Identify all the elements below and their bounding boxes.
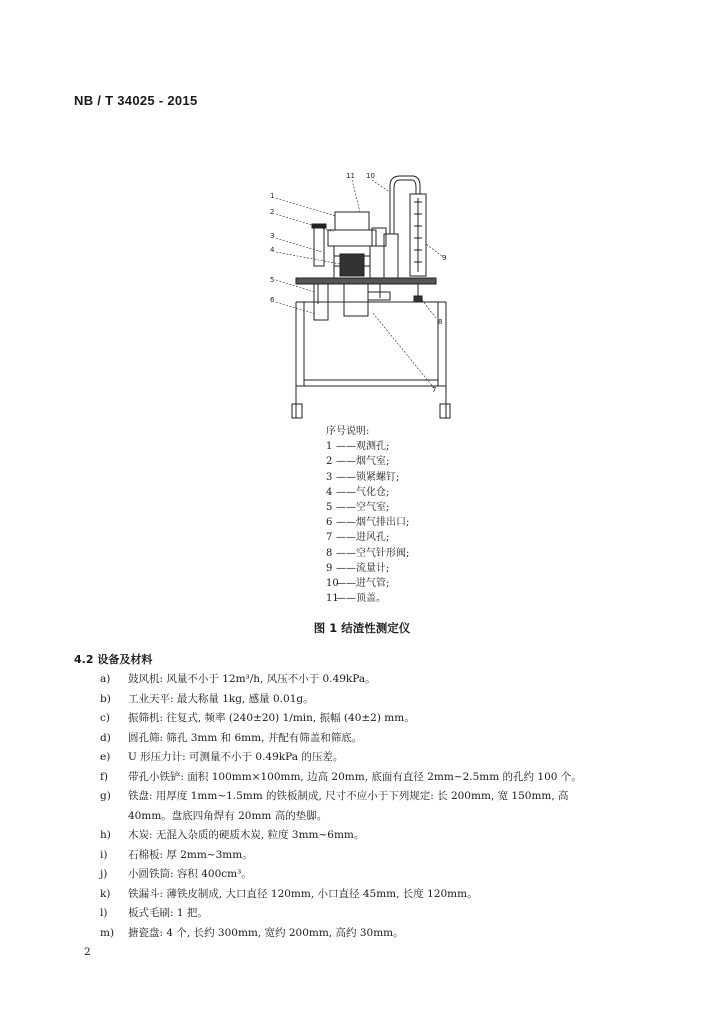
legend-item: 2 ——烟气室; [326, 456, 390, 468]
list-item-continuation: 40mm。盘底四角焊有 20mm 高的垫脚。 [128, 809, 328, 822]
legend-item: 6 ——烟气排出口; [326, 517, 410, 529]
list-item: f) 带孔小铁铲: 面积 100mm×100mm, 边高 20mm, 底面有直径 2mm~2.5mm 的孔约 100 个。 [100, 770, 582, 783]
legend-item: 1 ——观测孔; [326, 441, 390, 453]
callout-8: 8 [438, 318, 443, 326]
callout-6: 6 [270, 296, 275, 304]
list-item: d) 圆孔筛: 筛孔 3mm 和 6mm, 并配有筛盖和筛底。 [100, 731, 363, 744]
callout-2: 2 [270, 208, 275, 216]
list-item: g) 铁盘: 用厚度 1mm~1.5mm 的铁板制成, 尺寸不应小于下列规定: 长 200mm, 宽 150mm, 高 [100, 790, 569, 802]
list-item: j) 小圆铁筒: 容积 400cm³。 [100, 868, 252, 880]
legend-item: 9 ——流量计; [326, 562, 390, 574]
figure-legend [326, 424, 409, 606]
callout-1: 1 [270, 192, 275, 200]
list-item: i) 石棉板: 厚 2mm~3mm。 [100, 848, 253, 861]
list-item: a) 鼓风机: 风量不小于 12m³/h, 风压不小于 0.49kPa。 [100, 673, 376, 685]
page-number: 2 [84, 946, 91, 958]
callout-11: 11 [346, 172, 355, 180]
legend-item: 11——顶盖。 [326, 593, 386, 605]
list-item: c) 振筛机: 往复式, 频率 (240±20) 1/min, 振幅 (40±2) mm。 [100, 712, 415, 724]
slagging-tester-diagram [262, 168, 462, 423]
apparatus-drawing [292, 176, 450, 418]
legend-item: 8 ——空气针形阀; [326, 547, 410, 559]
equipment-list [100, 670, 660, 943]
list-item: m) 搪瓷盘: 4 个, 长约 300mm, 宽约 200mm, 高约 30mm。 [100, 926, 404, 939]
legend-item: 5 ——空气室; [326, 502, 390, 514]
legend-item: 7 ——进风孔; [326, 532, 390, 544]
list-item: l) 板式毛刷: 1 把。 [100, 907, 208, 919]
list-item: k) 铁漏斗: 薄铁皮制成, 大口直径 120mm, 小口直径 45mm, 长度 120mm。 [100, 887, 478, 900]
callout-4: 4 [270, 246, 275, 254]
callout-3: 3 [270, 232, 275, 240]
standard-code-header: NB / T 34025 - 2015 [74, 93, 198, 108]
list-item: h) 木炭: 无混入杂质的硬质木炭, 粒度 3mm~6mm。 [100, 829, 365, 841]
legend-item: 10——进气管; [326, 578, 390, 590]
legend-item: 3 ——锁紧螺钉; [326, 471, 400, 483]
section-heading: 4.2 设备及材料 [74, 653, 153, 666]
figure-caption: 图 1 结渣性测定仪 [313, 621, 411, 635]
list-item: e) U 形压力计: 可测量不小于 0.49kPa 的压差。 [100, 751, 344, 763]
callout-10: 10 [366, 172, 375, 180]
legend-item: 4 ——气化仓; [326, 486, 390, 498]
callout-5: 5 [270, 276, 275, 284]
callout-9: 9 [442, 254, 447, 262]
legend-title: 序号说明: [326, 426, 370, 437]
list-item: b) 工业天平: 最大称量 1kg, 感量 0.01g。 [100, 692, 314, 705]
callout-7: 7 [432, 386, 437, 394]
